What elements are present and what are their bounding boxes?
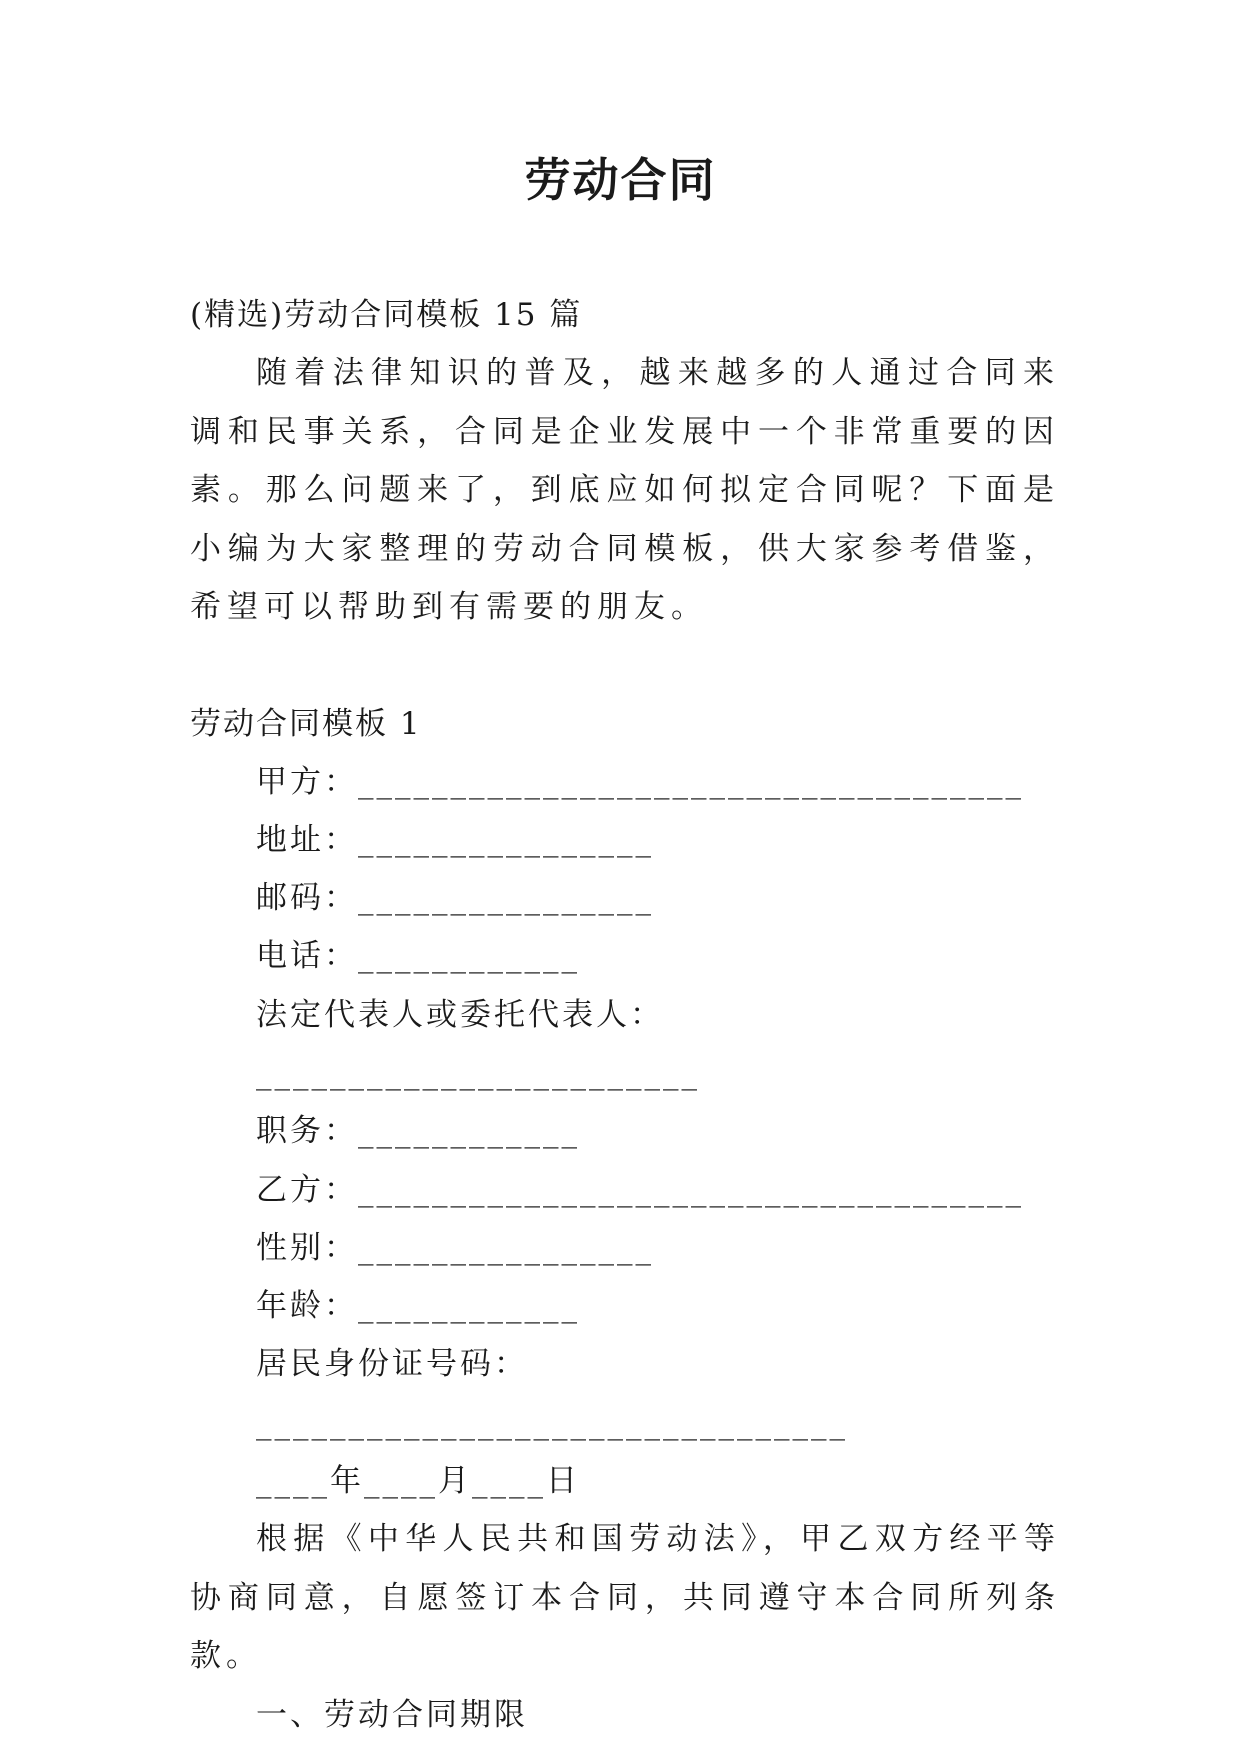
legal-representative-field: 法定代表人或委托代表人：________________________ — [256, 996, 700, 1091]
date-field: ____年____月____日 — [256, 1463, 580, 1500]
address-field: 地址：________________ — [256, 821, 654, 858]
section-heading: 劳动合同模板 1 — [190, 705, 422, 742]
postcode-field: 邮码：________________ — [256, 880, 654, 917]
document-subtitle: (精选)劳动合同模板 15 篇 — [190, 297, 583, 333]
gender-field: 性别：________________ — [256, 1229, 654, 1266]
age-field: 年龄：____________ — [256, 1288, 580, 1325]
id-number-field: 居民身份证号码：________________________________ — [256, 1346, 848, 1441]
party-b-field: 乙方：____________________________________ — [256, 1171, 1024, 1208]
position-field: 职务：____________ — [256, 1113, 580, 1150]
phone-field: 电话：____________ — [256, 938, 580, 975]
intro-paragraph: 随着法律知识的普及，越来越多的人通过合同来调和民事关系，合同是企业发展中一个非常重要的因素。那么问题来了，到底应如何拟定合同呢？下面是小编为大家整理的劳动合同模板，供大家参考借鉴，希望可以帮助到有需要的朋友。 — [190, 355, 1060, 625]
document-title: 劳动合同 — [524, 153, 717, 207]
agreement-paragraph: 根据《中华人民共和国劳动法》，甲乙双方经平等协商同意，自愿签订本合同，共同遵守本合同所列条款。 — [190, 1521, 1060, 1675]
document-body — [190, 286, 1060, 1744]
clause-heading: 一、劳动合同期限 — [256, 1696, 528, 1733]
party-a-field: 甲方：____________________________________ — [256, 763, 1024, 800]
